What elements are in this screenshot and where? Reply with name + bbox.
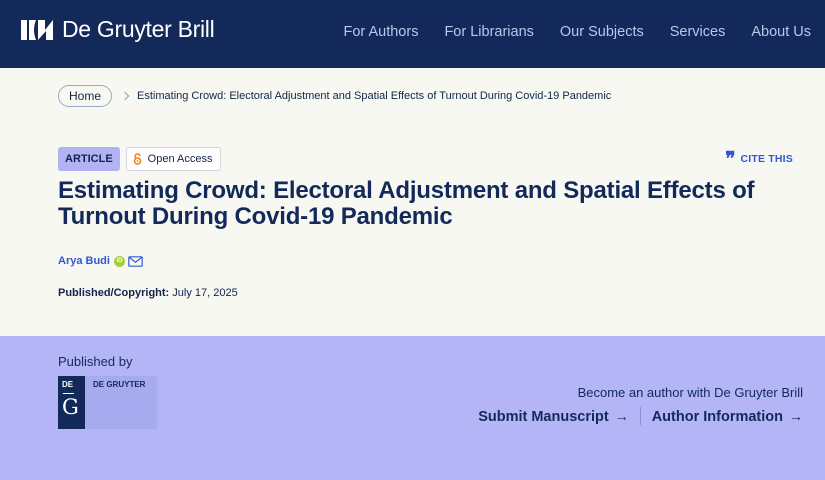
article-type-badge: ARTICLE (58, 147, 120, 171)
brand-logo[interactable] (20, 16, 214, 43)
publisher-logo[interactable] (58, 376, 157, 429)
nav-services[interactable]: Services (669, 24, 726, 40)
nav-for-authors[interactable]: For Authors (343, 24, 419, 40)
submit-manuscript-link[interactable] (478, 408, 629, 425)
author-name-link[interactable]: Arya Budi (58, 255, 110, 267)
open-access-lock-icon (133, 153, 142, 165)
cite-this-label: CITE THIS (740, 153, 793, 165)
published-label: Published/Copyright: (58, 287, 170, 299)
site-header (0, 0, 825, 68)
publisher-logo-mark (58, 376, 85, 429)
author-information-link[interactable] (652, 408, 803, 425)
brand-name: De Gruyter Brill (62, 16, 215, 42)
divider (640, 407, 641, 425)
nav-for-librarians[interactable]: For Librarians (444, 24, 534, 40)
publisher-logo-rule (63, 393, 74, 394)
open-access-label: Open Access (147, 153, 213, 165)
author-line (58, 255, 143, 267)
cite-this-button[interactable] (725, 147, 793, 170)
author-actions (478, 407, 803, 425)
published-by-label: Published by (58, 354, 133, 369)
arrow-right-icon: → (614, 407, 629, 424)
nav-our-subjects[interactable]: Our Subjects (559, 24, 644, 40)
mail-icon[interactable] (128, 256, 143, 267)
breadcrumb-home-link[interactable]: Home (58, 85, 112, 107)
published-date: July 17, 2025 (172, 287, 238, 299)
orcid-icon[interactable]: iD (114, 256, 125, 267)
publisher-logo-de: DE (62, 380, 74, 389)
quote-icon: ❞ (725, 147, 736, 170)
article-header (0, 68, 825, 336)
nav-about-us[interactable]: About Us (751, 24, 811, 40)
open-access-badge (126, 147, 221, 171)
breadcrumb (58, 85, 611, 107)
become-author-text: Become an author with De Gruyter Brill (577, 385, 803, 400)
article-badges (58, 147, 221, 171)
brand-mark-icon (20, 17, 54, 43)
submit-manuscript-label: Submit Manuscript (478, 408, 609, 425)
article-title: Estimating Crowd: Electoral Adjustment and Spatial Effects of Turnout During Covid-19 Pandemic (58, 177, 755, 230)
publisher-logo-name: DE GRUYTER (93, 380, 146, 389)
main-nav (318, 24, 812, 40)
chevron-right-icon (121, 92, 129, 100)
author-information-label: Author Information (651, 408, 783, 425)
published-date-line (58, 287, 238, 299)
breadcrumb-current: Estimating Crowd: Electoral Adjustment and Spatial Effects of Turnout During Covid-19 Pandemic (137, 90, 612, 102)
publisher-footer (0, 336, 825, 480)
publisher-logo-g: G (62, 395, 79, 419)
arrow-right-icon: → (789, 407, 803, 424)
